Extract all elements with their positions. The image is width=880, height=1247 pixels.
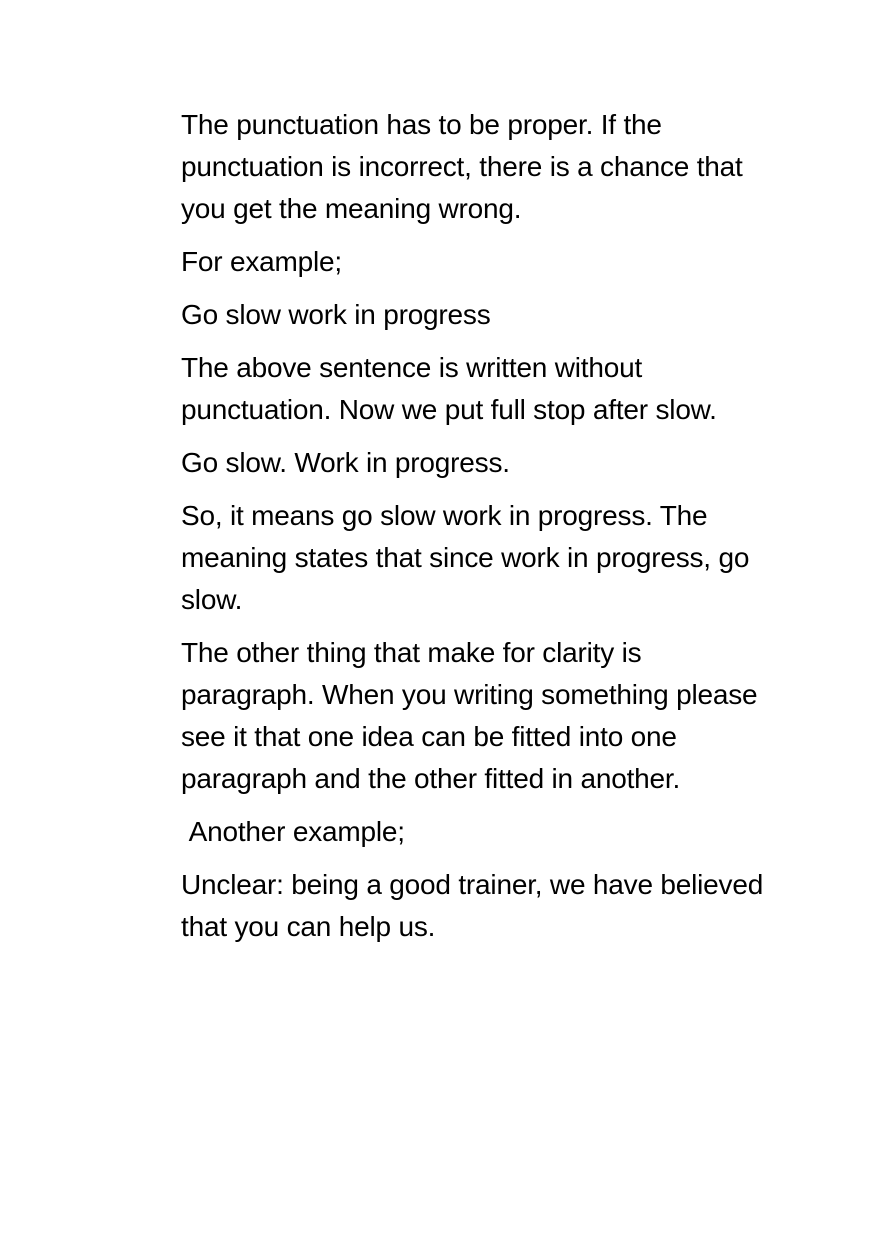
paragraph-explanation-full-stop: The above sentence is written without punctuation. Now we put full stop after slow. <box>181 352 717 425</box>
paragraph-meaning-explanation: So, it means go slow work in progress. The meaning states that since work in progress, go slow. <box>181 500 757 615</box>
paragraph-example-punctuated: Go slow. Work in progress. <box>181 447 510 478</box>
paragraph-example-unpunctuated: Go slow work in progress <box>181 299 491 330</box>
paragraph-for-example: For example; <box>181 246 342 277</box>
paragraph-unclear-example: Unclear: being a good trainer, we have believed that you can help us. <box>181 869 771 942</box>
paragraph-punctuation-intro: The punctuation has to be proper. If the punctuation is incorrect, there is a chance that you get the meaning wrong. <box>181 109 751 224</box>
paragraph-another-example: Another example; <box>181 816 405 847</box>
document-body <box>181 104 781 959</box>
paragraph-clarity-paragraphs: The other thing that make for clarity is paragraph. When you writing something please see it that one idea can be fitted into one paragraph and the other fitted in another. <box>181 637 766 794</box>
